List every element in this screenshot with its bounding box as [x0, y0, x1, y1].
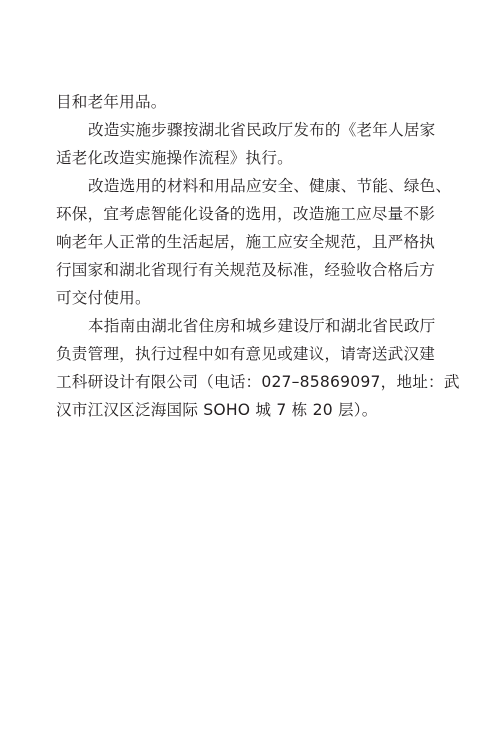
text-line: 工科研设计有限公司（电话：027–85869097，地址：武 — [56, 373, 460, 391]
paragraph-2 — [56, 116, 454, 172]
text-line: 适老化改造实施操作流程》执行。 — [56, 149, 293, 167]
text-line: 可交付使用。 — [56, 289, 151, 307]
text-line: 本指南由湖北省住房和城乡建设厅和湖北省民政厅 — [88, 317, 436, 335]
text-line: 改造选用的材料和用品应安全、健康、节能、绿色、 — [88, 177, 452, 195]
text-line: 环保，宜考虑智能化设备的选用，改造施工应尽量不影 — [56, 205, 436, 223]
text-line: 目和老年用品。 — [56, 93, 167, 111]
paragraph-4 — [56, 312, 460, 424]
text-line: 负责管理，执行过程中如有意见或建议，请寄送武汉建 — [56, 345, 436, 363]
text-line: 汉市江汉区泛海国际 SOHO 城 7 栋 20 层）。 — [56, 401, 378, 419]
text-line: 响老年人正常的生活起居，施工应安全规范，且严格执 — [56, 233, 436, 251]
document-body — [56, 88, 460, 424]
paragraph-1 — [56, 88, 454, 116]
text-line: 行国家和湖北省现行有关规范及标准，经验收合格后方 — [56, 261, 436, 279]
text-line: 改造实施步骤按湖北省民政厅发布的《老年人居家 — [88, 121, 436, 139]
paragraph-3 — [56, 172, 454, 312]
